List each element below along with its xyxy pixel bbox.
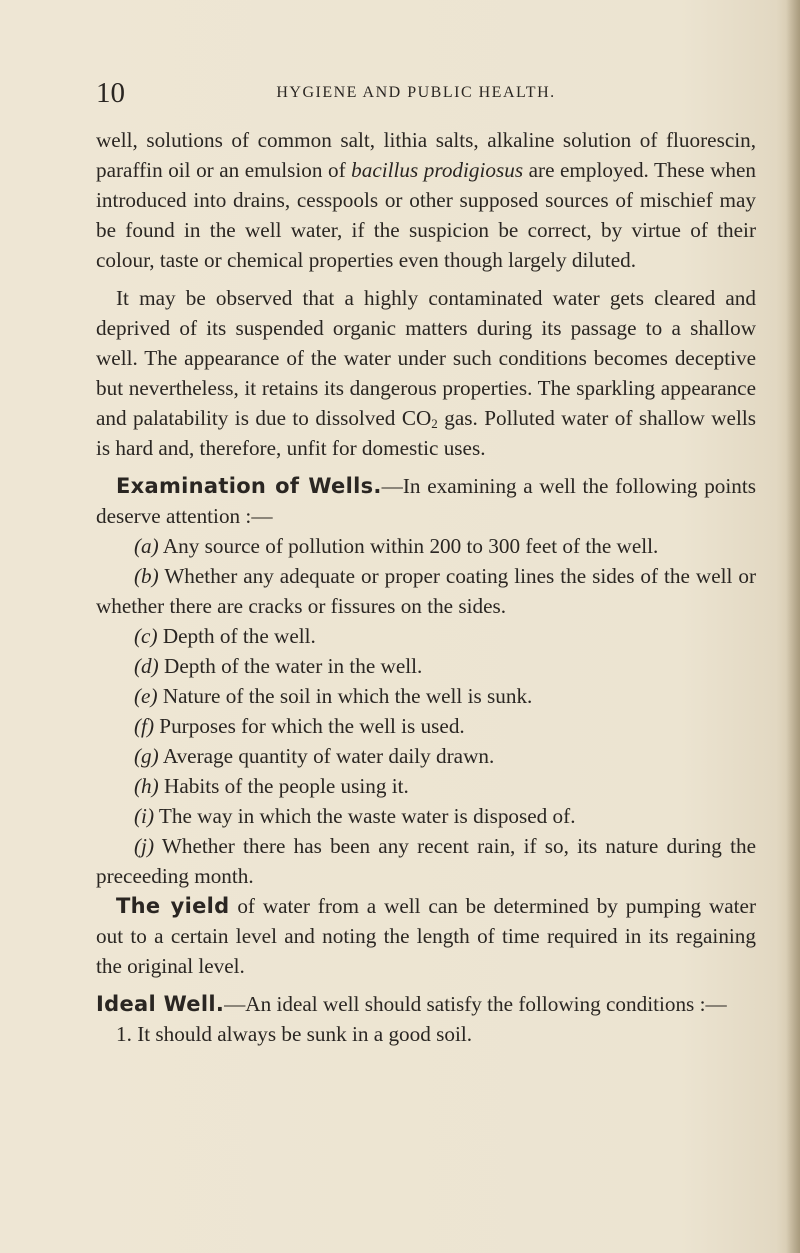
list-item: (a) Any source of pollution within 200 to 300 feet of the well. bbox=[134, 534, 659, 558]
section-heading-yield: The yield bbox=[116, 894, 230, 918]
ideal-well-section: Ideal Well.—An ideal well should satisfy the following conditions :— bbox=[96, 992, 727, 1016]
list-item: (c) Depth of the well. bbox=[134, 624, 316, 648]
list-item: (b) Whether any adequate or proper coating lines the sides of the well or whether there are cracks or fissures on the sides. bbox=[96, 564, 756, 618]
page-number: 10 bbox=[96, 77, 125, 109]
co2-subscript: 2 bbox=[431, 416, 438, 431]
list-item: (e) Nature of the soil in which the well is sunk. bbox=[134, 684, 533, 708]
examination-section: Examination of Wells.—In examining a well the following points deserve attention :— bbox=[96, 474, 756, 528]
list-item: (i) The way in which the waste water is disposed of. bbox=[134, 804, 576, 828]
page-body bbox=[96, 125, 756, 1049]
list-item: (f) Purposes for which the well is used. bbox=[134, 714, 465, 738]
list-item: (j) Whether there has been any recent rain, if so, its nature during the preceeding month. bbox=[96, 834, 756, 888]
list-item: (d) Depth of the water in the well. bbox=[134, 654, 423, 678]
running-title: HYGIENE AND PUBLIC HEALTH. bbox=[276, 84, 556, 101]
section-heading-ideal-well: Ideal Well. bbox=[96, 992, 225, 1016]
bacillus-name: bacillus prodigiosus bbox=[351, 158, 524, 182]
list-item: (h) Habits of the people using it. bbox=[134, 774, 409, 798]
paragraph-tracer-solutions: well, solutions of common salt, lithia salts, alkaline solution of fluorescin, paraffin oil or an emulsion of bacillus prodigiosus are employed. These when introduced into drains, cesspools or other supposed sources of mischief may be found in the well water, if the suspicion be correct, by virtue of their colour, taste or chemical properties even though largely diluted. bbox=[96, 128, 756, 272]
list-item: 1. It should always be sunk in a good soil. bbox=[116, 1022, 473, 1046]
section-heading-examination: Examination of Wells. bbox=[116, 474, 382, 498]
page-edge-shadow bbox=[786, 0, 800, 1253]
page-header bbox=[96, 78, 736, 108]
paragraph-shallow-well: It may be observed that a highly contaminated water gets cleared and deprived of its suspended organic matters during its passage to a shallow well. The appearance of the water under such conditions becomes deceptive but nevertheless, it retains its dangerous properties. The sparkling appearance and palatability is due to dissolved $CO_2$ gas. Polluted water of shallow wells is hard and, therefore, unfit for domestic uses. bbox=[96, 286, 756, 460]
list-item: (g) Average quantity of water daily drawn. bbox=[134, 744, 495, 768]
paragraph-yield: The yield of water from a well can be determined by pumping water out to a certain level and noting the length of time required in its regaining the original level. bbox=[96, 894, 757, 978]
examination-list bbox=[96, 531, 756, 891]
